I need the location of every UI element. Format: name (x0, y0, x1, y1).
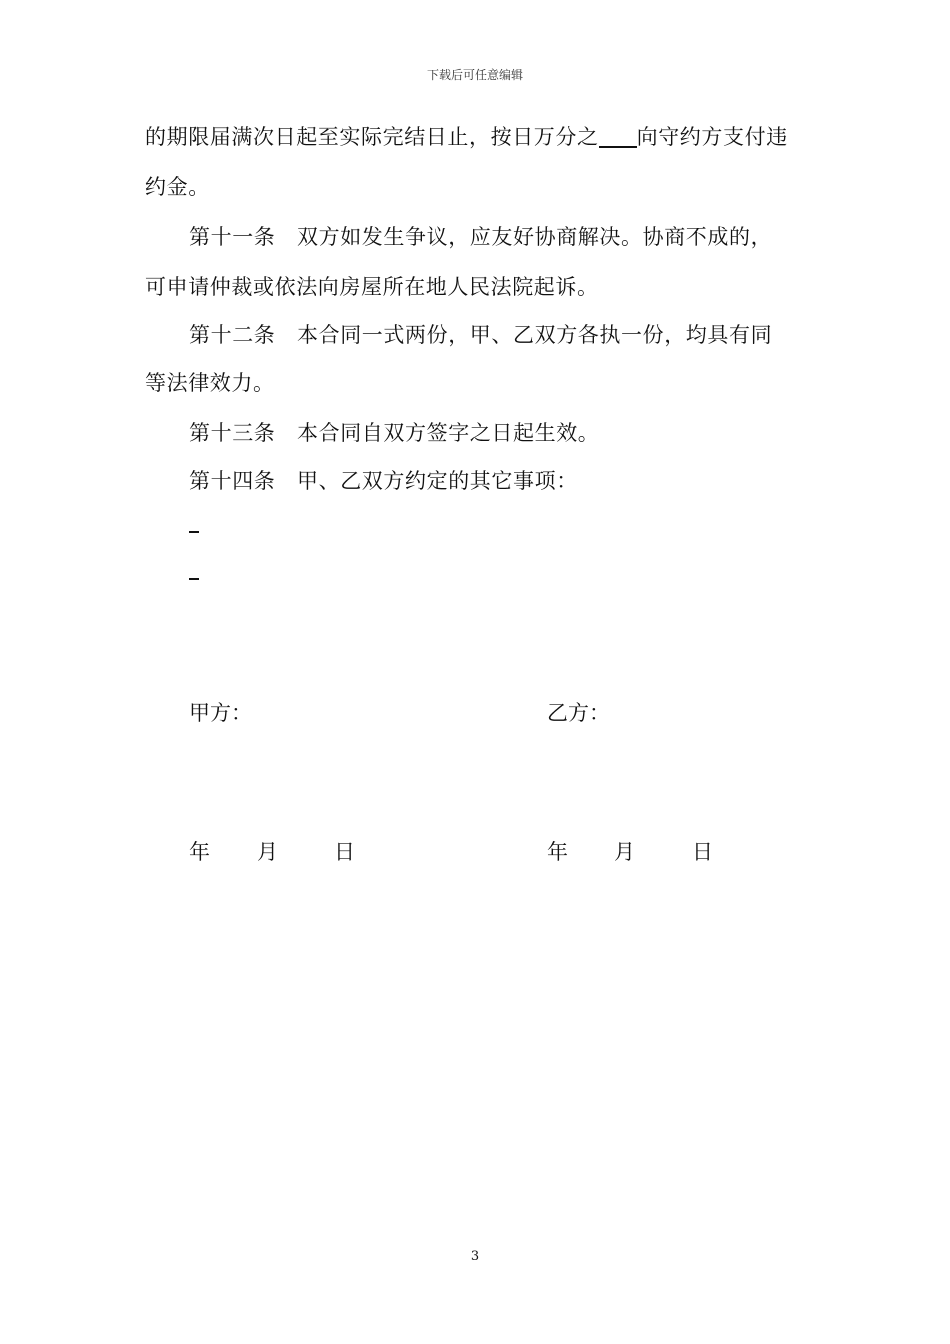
party-a-label: 甲方： (189, 701, 252, 725)
date-day-b: 日 (692, 840, 713, 864)
paragraph-line (145, 121, 788, 151)
article-11-line-1: 第十一条 双方如发生争议，应友好协商解决。协商不成的， (189, 225, 773, 249)
date-year-a: 年 (189, 840, 210, 864)
text-segment: 的期限届满次日起至实际完结日止，按日万分之 (145, 125, 599, 149)
text-segment: 向守约方支付违 (636, 125, 788, 149)
article-12-line-2: 等法律效力。 (145, 371, 275, 395)
party-b-label: 乙方： (547, 701, 610, 725)
blank-line-dash (189, 578, 199, 580)
date-day-a: 日 (334, 840, 355, 864)
date-year-b: 年 (547, 840, 568, 864)
date-month-a: 月 (257, 840, 278, 864)
date-month-b: 月 (614, 840, 635, 864)
article-13: 第十三条 本合同自双方签字之日起生效。 (189, 421, 600, 445)
fill-in-blank (599, 126, 637, 148)
paragraph-line: 约金。 (145, 175, 210, 199)
page-number: 3 (470, 1249, 480, 1264)
page-header: 下载后可任意编辑 (426, 68, 523, 82)
article-12-line-1: 第十二条 本合同一式两份，甲、乙双方各执一份，均具有同 (189, 323, 773, 347)
article-11-line-2: 可申请仲裁或依法向房屋所在地人民法院起诉。 (145, 275, 599, 299)
article-14: 第十四条 甲、乙双方约定的其它事项： (189, 469, 578, 493)
blank-line-dash (189, 531, 199, 533)
